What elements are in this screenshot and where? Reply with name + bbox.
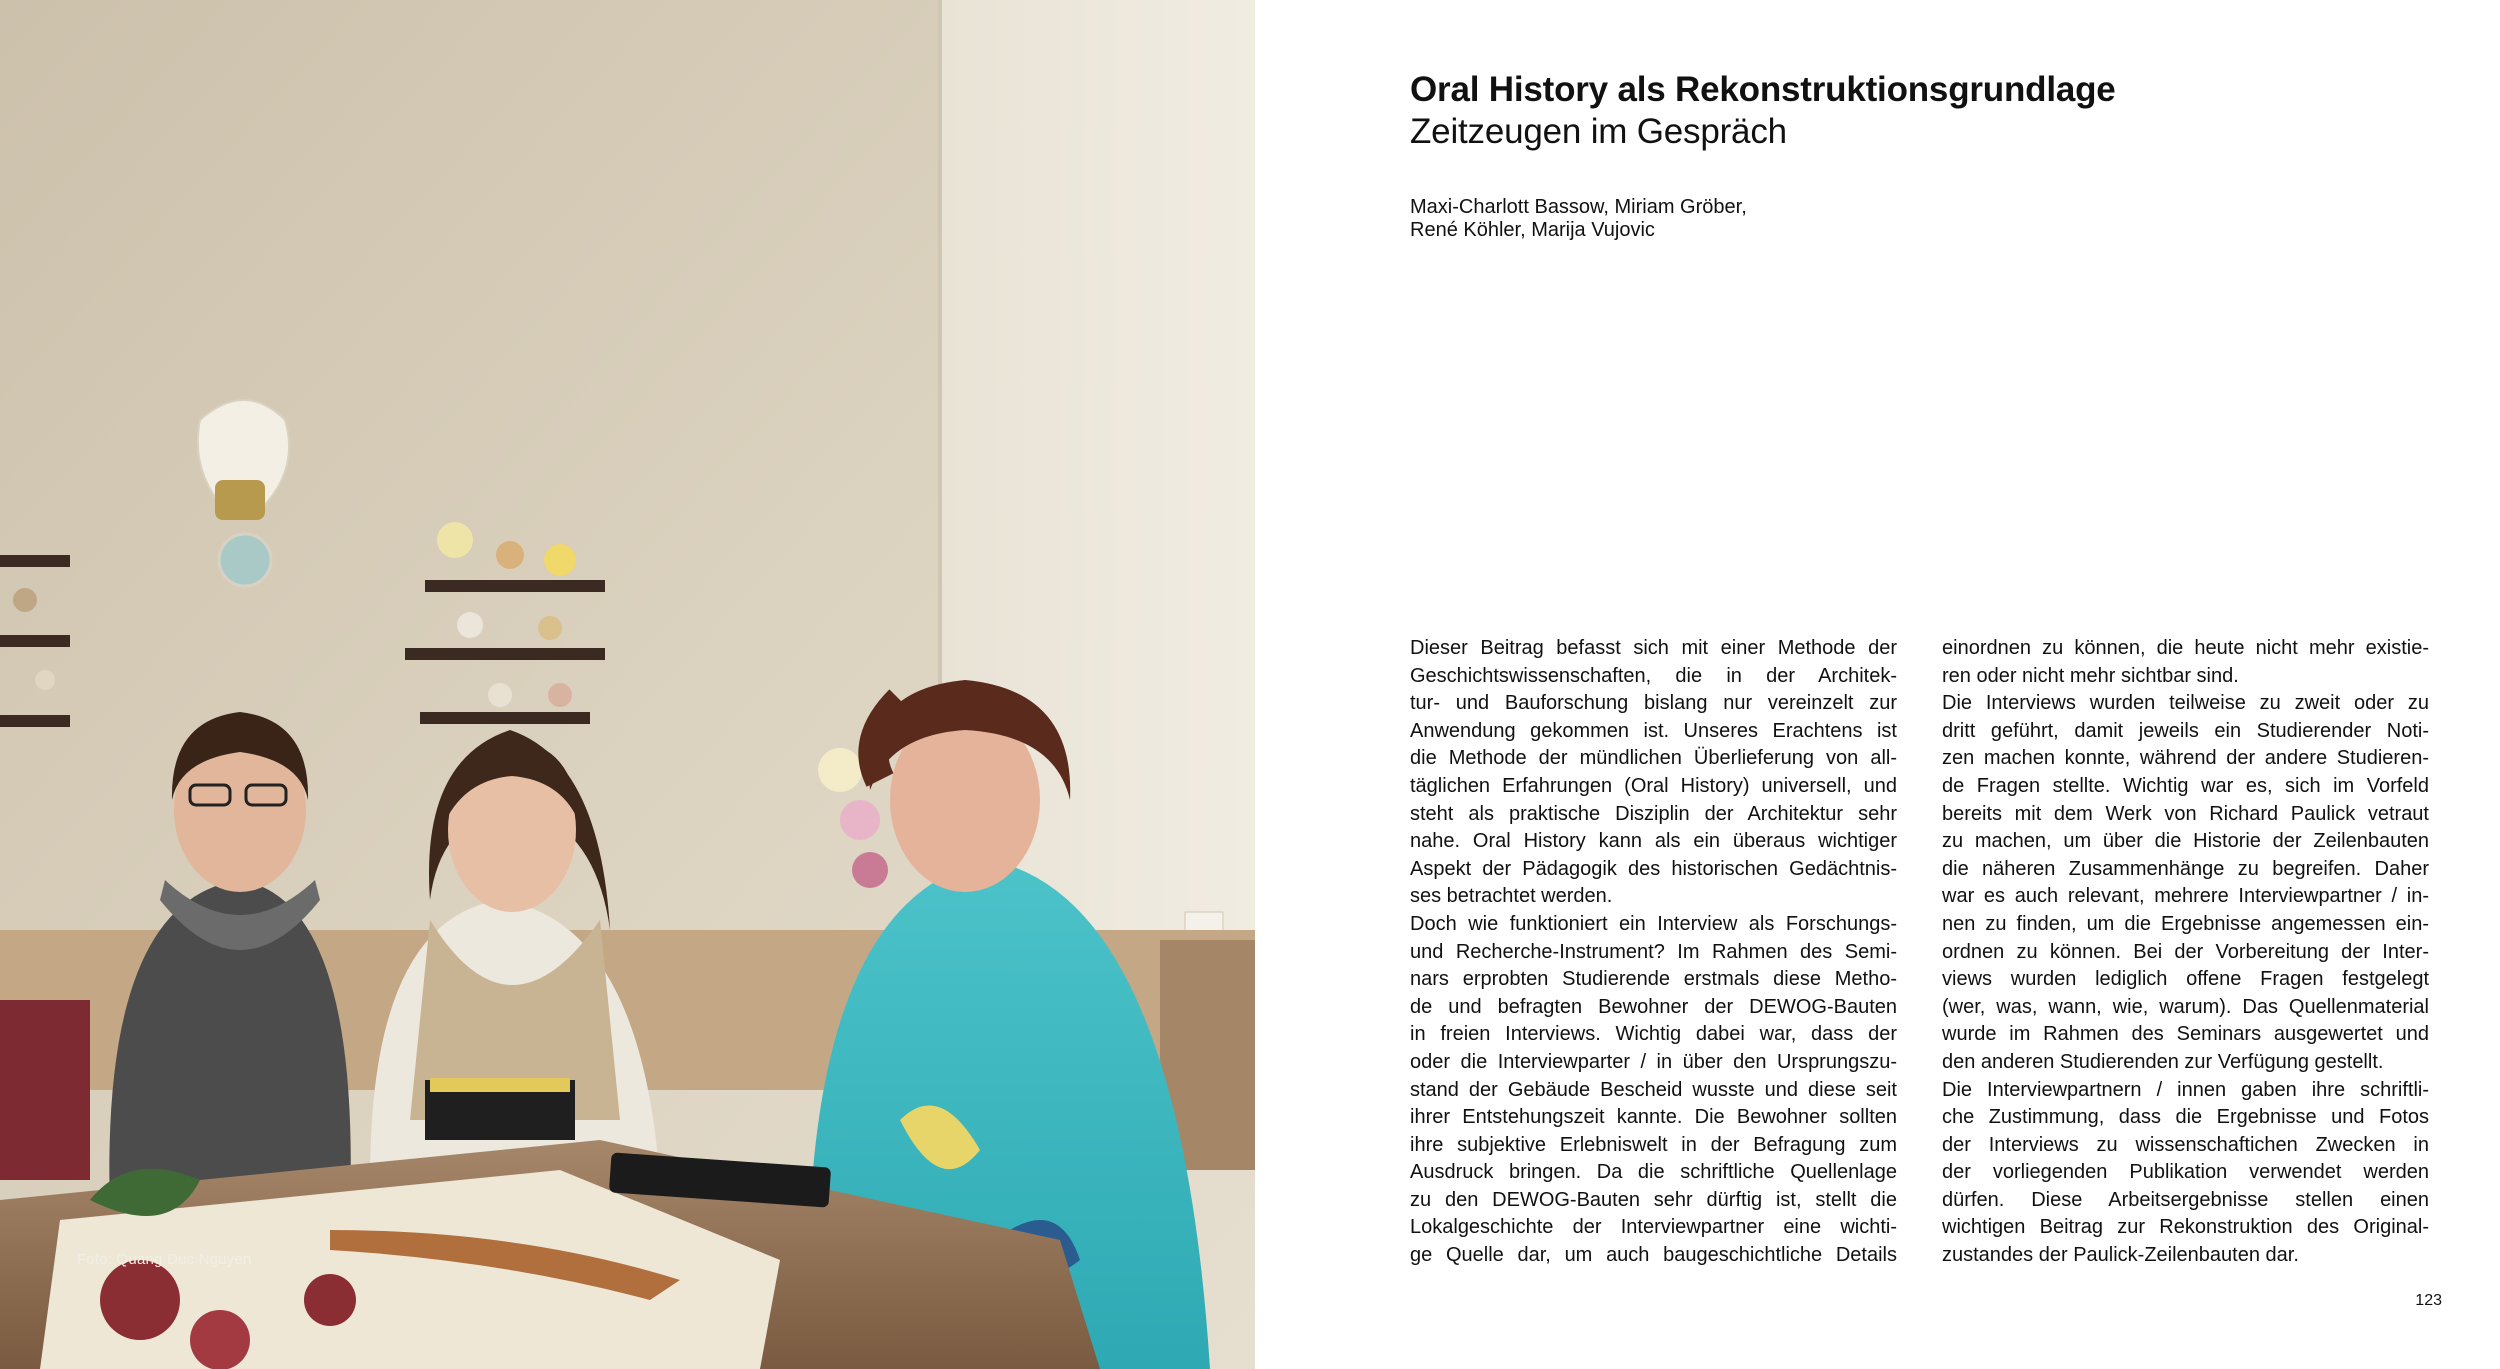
body-text-line: Doch wie funktioniert ein Interview als Forschungs- <box>1410 912 1897 935</box>
body-text-line: (wer, was, wann, wie, warum). Das Quellenmaterial <box>1942 995 2429 1018</box>
body-text-line: nahe. Oral History kann als ein überaus wichtiger <box>1410 830 1897 853</box>
body-column-1 <box>1410 635 1897 1270</box>
body-text-line: war es auch relevant, mehrere Interviewpartner / in- <box>1942 885 2429 908</box>
body-text-line: ge Quelle dar, um auch baugeschichtliche Details <box>1410 1244 1897 1267</box>
body-text-line: bereits mit dem Werk von Richard Paulick vetraut <box>1942 802 2429 825</box>
body-text-line: oder die Interviewparter / in über den Ursprungszu- <box>1410 1050 1897 1073</box>
body-text-line: nars erprobten Studierende erstmals diese Metho- <box>1410 968 1897 991</box>
body-text-line: zu machen, um über die Historie der Zeilenbauten <box>1942 830 2429 853</box>
body-text-line: ren oder nicht mehr sichtbar sind. <box>1942 664 2239 687</box>
body-text-line: tur- und Bauforschung bislang nur vereinzelt zur <box>1410 692 1897 715</box>
photo-credit: Foto: Quang Duc Nguyen <box>77 1251 252 1268</box>
body-text-line: wichtigen Beitrag zur Rekonstruktion des Original- <box>1942 1216 2429 1239</box>
body-text-line: Geschichtswissenschaften, die in der Architek- <box>1410 664 1897 687</box>
body-text-line: Aspekt der Pädagogik des historischen Gedächtnis- <box>1410 857 1897 880</box>
body-text-line: ihre subjektive Erlebniswelt in der Befragung zum <box>1410 1133 1897 1156</box>
body-text-line: zen machen konnte, während der andere Studieren- <box>1942 747 2429 770</box>
body-text-line: Die Interviews wurden teilweise zu zweit oder zu <box>1942 692 2429 715</box>
page-number: 123 <box>2415 1292 2442 1309</box>
body-text-line: ses betrachtet werden. <box>1410 885 1613 908</box>
body-text-line: Dieser Beitrag befasst sich mit einer Methode der <box>1410 637 1897 659</box>
body-text-line: stand der Gebäude Bescheid wusste und diese seit <box>1410 1078 1897 1101</box>
body-text-line: einordnen zu können, die heute nicht mehr existie- <box>1942 637 2429 659</box>
body-text-line: ordnen zu können. Bei der Vorbereitung der Inter- <box>1942 940 2429 963</box>
body-text-line: nen zu finden, um die Ergebnisse angemessen ein- <box>1942 912 2429 935</box>
body-text-line: Ausdruck bringen. Da die schriftliche Quellenlage <box>1410 1161 1897 1184</box>
body-text-line: de und befragten Bewohner der DEWOG-Bauten <box>1410 995 1897 1018</box>
text-page <box>1255 0 2500 1369</box>
author-list <box>1410 196 1747 242</box>
body-text-line: täglichen Erfahrungen (Oral History) universell, und <box>1410 774 1897 797</box>
body-text-line: die näheren Zusammenhänge zu begreifen. Daher <box>1942 857 2429 880</box>
body-text-line: zustandes der Paulick-Zeilenbauten dar. <box>1942 1244 2299 1267</box>
body-text-line: die Methode der mündlichen Überlieferung von all- <box>1410 747 1897 770</box>
body-text-line: ihrer Entstehungszeit kannte. Die Bewohner sollten <box>1410 1106 1897 1129</box>
body-text-line: wurde im Rahmen des Seminars ausgewertet und <box>1942 1023 2429 1046</box>
body-text-line: Lokalgeschichte der Interviewpartner eine wichti- <box>1410 1216 1897 1239</box>
body-text-line: Anwendung gekommen ist. Unseres Erachtens ist <box>1410 719 1897 742</box>
body-text-line: steht als praktische Disziplin der Architektur sehr <box>1410 802 1897 825</box>
article-title: Oral History als Rekonstruktionsgrundlage <box>1410 70 2116 109</box>
body-text-line: dürfen. Diese Arbeitsergebnisse stellen einen <box>1942 1188 2429 1211</box>
author-line: René Köhler, Marija Vujovic <box>1410 219 1655 241</box>
body-text-line: views wurden lediglich offene Fragen festgelegt <box>1942 968 2429 991</box>
body-text-line: che Zustimmung, dass die Ergebnisse und Fotos <box>1942 1106 2429 1129</box>
body-text-line: zu den DEWOG-Bauten sehr dürftig ist, stellt die <box>1410 1188 1897 1211</box>
body-text-line: den anderen Studierenden zur Verfügung gestellt. <box>1942 1050 2384 1073</box>
body-text-line: dritt geführt, damit jeweils ein Studierender Noti- <box>1942 719 2429 742</box>
body-text-line: in freien Interviews. Wichtig dabei war, dass der <box>1410 1023 1897 1046</box>
article-subtitle: Zeitzeugen im Gespräch <box>1410 112 1787 151</box>
body-text-line: der Interviews zu wissenschaftichen Zwecken in <box>1942 1133 2429 1156</box>
body-text-line: und Recherche-Instrument? Im Rahmen des Semi- <box>1410 940 1897 963</box>
body-text-line: de Fragen stellte. Wichtig war es, sich im Vorfeld <box>1942 774 2429 797</box>
body-text-line: der vorliegenden Publikation verwendet werden <box>1942 1161 2429 1184</box>
body-column-2 <box>1942 635 2429 1270</box>
author-line: Maxi-Charlott Bassow, Miriam Gröber, <box>1410 196 1747 218</box>
body-text-line: Die Interviewpartnern / innen gaben ihre schriftli- <box>1942 1078 2429 1101</box>
